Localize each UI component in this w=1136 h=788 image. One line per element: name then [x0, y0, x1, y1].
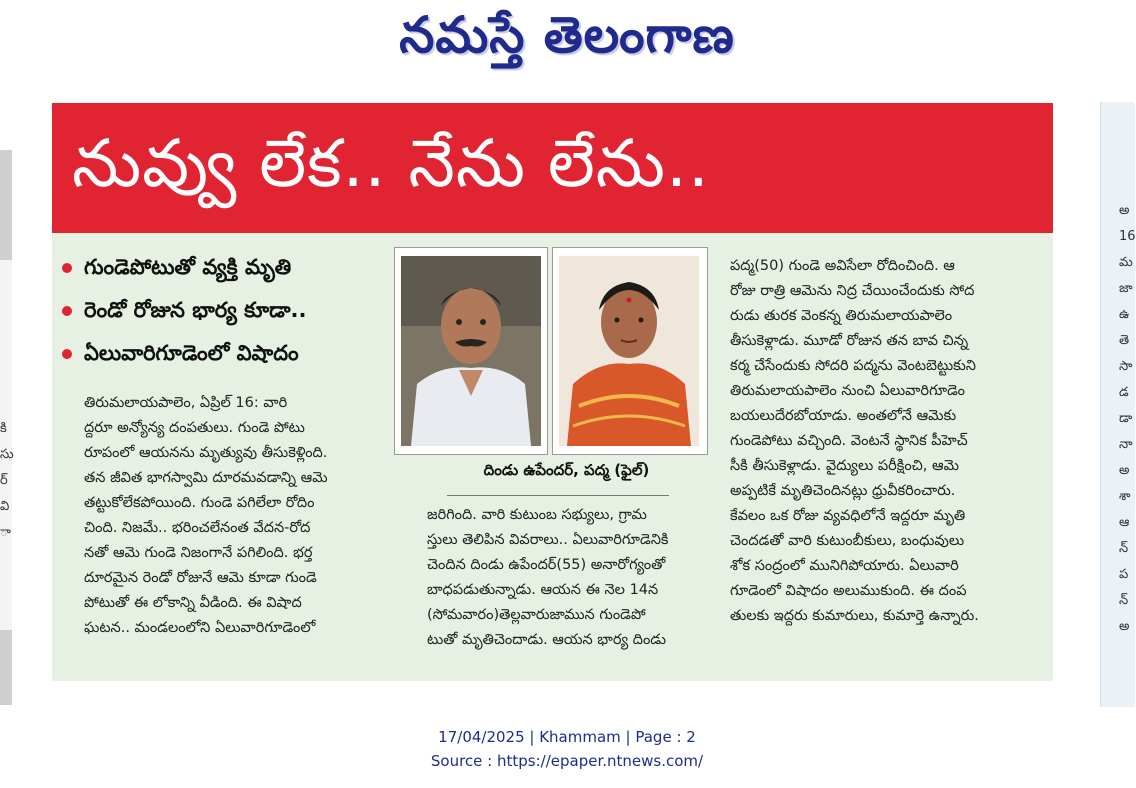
highlight-item: ఏలువారిగూడెంలో విషాదం — [62, 341, 392, 384]
adjacent-text: ప — [1119, 567, 1129, 582]
adjacent-text: న్ — [1119, 541, 1129, 556]
text-line: దూరమైన రెండో రోజునే ఆమె కూడా గుండె — [84, 570, 317, 586]
adjacent-text: జా — [1119, 281, 1133, 296]
adjacent-text: సా — [1119, 359, 1133, 374]
adjacent-article-right — [1100, 102, 1135, 707]
article-column-1 — [84, 391, 372, 641]
text-line: చింది. నిజమే.. భరించలేనంత వేదన-రోద — [84, 520, 311, 536]
adjacent-photo — [0, 630, 12, 705]
photo-upender — [394, 247, 548, 455]
text-line: బయలుదేరబోయాడు. అంతలోనే ఆమెకు — [730, 408, 957, 424]
bullet-icon — [62, 349, 72, 359]
article-column-3 — [730, 254, 1040, 629]
text-line: గుండెపోటు వచ్చింది. వెంటనే స్థానిక పీహెచ్ — [730, 433, 968, 449]
adjacent-text: మ — [1119, 255, 1133, 270]
text-line: తులకు ఇద్దరు కుమారులు, కుమార్తె ఉన్నారు. — [730, 608, 979, 624]
text-line: పద్మ(50) గుండె అవిసేలా రోదించింది. ఆ — [730, 258, 955, 274]
adjacent-text: అ — [1119, 203, 1130, 218]
text-line: రోజు రాత్రి ఆమెను నిద్ర చేయించేందుకు సోద — [730, 283, 975, 299]
headline: నువ్వు లేక.. నేను లేను.. — [72, 125, 710, 202]
adjacent-text: డ — [1119, 385, 1129, 400]
bullet-icon — [62, 263, 72, 273]
text-line: శోక సంద్రంలో మునిగిపోయారు. ఏలువారి — [730, 558, 959, 574]
photo-padma — [552, 247, 708, 455]
adjacent-text: అ — [1119, 619, 1130, 634]
text-line: సీకి తీసుకెళ్లాడు. వైద్యులు పరీక్షించి, ఆమె — [730, 458, 959, 474]
text-line: స్తులు తెలిపిన వివరాలు.. ఏలువారిగూడెనికి — [427, 532, 669, 548]
adjacent-text: ా — [0, 525, 11, 540]
adjacent-article-left — [0, 150, 12, 705]
highlight-item: గుండెపోటుతో వ్యక్తి మృతి — [62, 255, 392, 298]
text-line: తట్టుకోలేకపోయింది. గుండె పగిలేలా రోదిం — [84, 495, 315, 511]
text-line: తిరుమలాయపాలెం నుంచి ఏలువారిగూడెం — [730, 383, 965, 399]
adjacent-text: ర్ — [0, 473, 8, 488]
text-line: తన జీవిత భాగస్వామి దూరమవడాన్ని ఆమె — [84, 470, 328, 486]
highlight-item: రెండో రోజున భార్య కూడా.. — [62, 298, 392, 341]
edition-info: 17/04/2025 | Khammam | Page : 2 — [438, 728, 696, 746]
headline-banner — [52, 103, 1053, 233]
adjacent-text: డా — [1119, 411, 1133, 426]
adjacent-text: సు — [0, 447, 14, 462]
text-line: గూడెంలో విషాదం అలుముకుంది. ఈ దంప — [730, 583, 967, 599]
highlights-list — [62, 255, 392, 384]
adjacent-text: ఆ — [1119, 515, 1130, 530]
adjacent-photo — [0, 150, 12, 260]
adjacent-text: నా — [1119, 437, 1133, 452]
adjacent-text: వి — [0, 499, 10, 514]
text-line: కర్మ చేసేందుకు సోదరి పద్మను వెంటబెట్టుకుని — [730, 358, 976, 374]
photo-caption: దిండు ఉపేందర్, పద్మ (ఫైల్) — [483, 461, 650, 479]
adjacent-text: తె — [1119, 333, 1130, 348]
masthead-title: నమస్తే తెలంగాణ — [399, 6, 735, 64]
adjacent-text: ఉ — [1119, 307, 1130, 322]
caption-divider — [447, 495, 669, 496]
man-portrait-image — [401, 256, 541, 446]
woman-portrait-image — [559, 256, 699, 446]
page-footer — [0, 725, 1134, 773]
text-line: రూపంలో ఆయనను మృత్యువు తీసుకెళ్లింది. — [84, 445, 328, 461]
text-line: జరిగింది. వారి కుటుంబ సభ్యులు, గ్రామ — [427, 507, 647, 523]
text-line: తీసుకెళ్లాడు. మూడో రోజున తన బావ చిన్న — [730, 333, 969, 349]
adjacent-text: అ — [1119, 463, 1130, 478]
text-line: టుతో మృతిచెందాడు. ఆయన భార్య దిండు — [427, 632, 667, 648]
adjacent-text: న్ — [1119, 593, 1129, 608]
text-line: నతో ఆమె గుండె నిజంగానే పగిలింది. భర్త — [84, 545, 313, 561]
text-line: ఘటన.. మండలంలోని ఏలువారిగూడెంలో — [84, 620, 316, 636]
text-line: రుడు తురక వెంకన్న తిరుమలాయపాలెం — [730, 308, 953, 324]
text-line: పోటుతో ఈ లోకాన్ని వీడింది. ఈ విషాద — [84, 595, 302, 611]
adjacent-text: 16 — [1119, 229, 1136, 244]
text-line: చెందిన దిండు ఉపేందర్(55) అనారోగ్యంతో — [427, 557, 666, 573]
news-article — [52, 103, 1053, 681]
masthead — [0, 6, 1134, 77]
text-line: బాధపడుతున్నాడు. ఆయన ఈ నెల 14న — [427, 582, 659, 598]
source-link[interactable]: Source : https://epaper.ntnews.com/ — [430, 752, 704, 770]
text-line: అప్పటికే మృతిచెందినట్లు ధ్రువీకరించారు. — [730, 483, 956, 499]
adjacent-text: శా — [1119, 489, 1131, 504]
text-line: కేవలం ఒక రోజు వ్యవధిలోనే ఇద్దరూ మృతి — [730, 508, 966, 524]
text-line: (సోమవారం)తెల్లవారుజామున గుండెపో — [427, 607, 646, 623]
adjacent-text: కి — [0, 421, 7, 436]
text-line: తిరుమలాయపాలెం, ఏప్రిల్ 16: వారి — [84, 395, 288, 411]
text-line: చెందడతో వారి కుటుంబీకులు, బంధువులు — [730, 533, 965, 549]
text-line: ద్దరూ అన్యోన్య దంపతులు. గుండె పోటు — [84, 420, 305, 436]
bullet-icon — [62, 306, 72, 316]
article-column-2 — [427, 503, 737, 653]
